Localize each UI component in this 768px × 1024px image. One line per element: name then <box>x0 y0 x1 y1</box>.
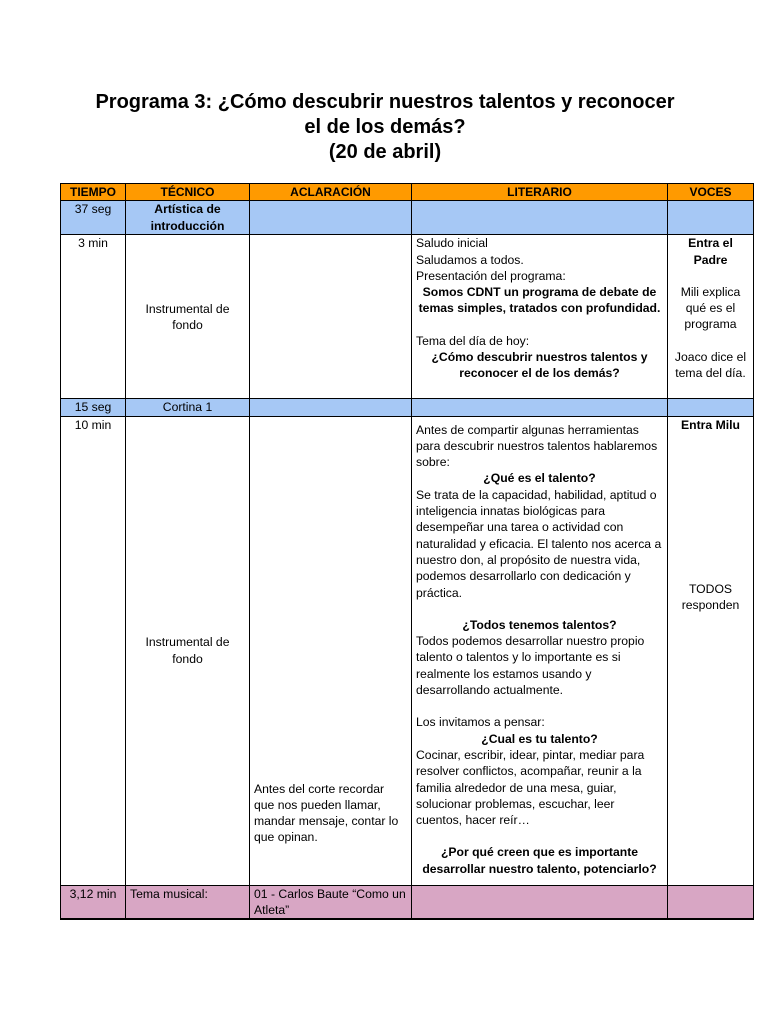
cell-aclaracion: 01 - Carlos Baute “Como un Atleta” <box>250 885 412 919</box>
lit-emphasis: Somos CDNT un programa de debate de temas simples, tratados con profundidad. <box>418 285 661 316</box>
cell-tecnico: Instrumental de fondo <box>126 416 250 885</box>
lit-paragraph: Se trata de la capacidad, habilidad, aptitud o inteligencia innatas biológicas para desempeñar una tarea o actividad con naturalidad y eficacia. El talento nos acerca a nuestro don, al propósito de nuestra vida, podemos desarrollarlo con dedicación y práctica. <box>416 487 662 600</box>
cell-tiempo: 37 seg <box>61 201 126 235</box>
cell-aclaracion <box>250 235 412 399</box>
cell-tecnico: Cortina 1 <box>126 399 250 416</box>
cell-voces <box>668 201 754 235</box>
cell-tiempo: 3 min <box>61 235 126 399</box>
lit-question: ¿Por qué creen que es importante desarrollar nuestro talento, potenciarlo? <box>422 845 657 876</box>
title-line-1: Programa 3: ¿Cómo descubrir nuestros talentos y reconocer <box>95 91 675 113</box>
cell-aclaracion: Antes del corte recordar que nos pueden llamar, mandar mensaje, contar lo que opinan. <box>250 416 412 885</box>
cell-tecnico: Tema musical: <box>126 885 250 919</box>
cell-literario <box>412 885 668 919</box>
title-line-3: (20 de abril) <box>328 141 442 163</box>
cell-aclaracion <box>250 201 412 235</box>
lit-paragraph: Antes de compartir algunas herramientas para descubrir nuestros talentos hablaremos sobre: <box>416 422 658 470</box>
cell-tiempo: 3,12 min <box>61 885 126 919</box>
cell-aclaracion <box>250 399 412 416</box>
cell-literario <box>412 399 668 416</box>
voces-line: Entra Milu <box>681 417 740 432</box>
cell-literario <box>412 235 668 399</box>
cell-tiempo: 10 min <box>61 416 126 885</box>
table-row <box>61 399 754 416</box>
lit-paragraph: Todos podemos desarrollar nuestro propio talento o talentos y lo importante es si realmente los estamos usando y desarrollando actualmente. <box>416 634 645 698</box>
header-tecnico: TÉCNICO <box>126 184 250 201</box>
cell-voces <box>668 416 754 885</box>
cell-tiempo: 15 seg <box>61 399 126 416</box>
voces-line: TODOS responden <box>681 581 740 613</box>
lit-question: ¿Cual es tu talento? <box>481 731 598 746</box>
table-row <box>61 416 754 885</box>
header-aclaracion: ACLARACIÓN <box>250 184 412 201</box>
program-script-table <box>60 183 754 920</box>
lit-question: ¿Todos tenemos talentos? <box>462 617 617 632</box>
cell-tecnico: Artística de introducción <box>126 201 250 235</box>
cell-tecnico: Instrumental de fondo <box>126 235 250 399</box>
title-line-2: el de los demás? <box>304 116 466 138</box>
voces-line: Entra el Padre <box>688 236 733 267</box>
document-title <box>60 90 710 165</box>
header-tiempo: TIEMPO <box>61 184 126 201</box>
lit-line: Tema del día de hoy: <box>416 333 530 348</box>
lit-paragraph: Los invitamos a pensar: <box>416 715 545 730</box>
cell-voces <box>668 885 754 919</box>
voces-line: Mili explica qué es el programa <box>680 284 741 332</box>
table-row <box>61 885 754 919</box>
cell-voces <box>668 399 754 416</box>
table-row <box>61 201 754 235</box>
lit-paragraph: Cocinar, escribir, idear, pintar, mediar para resolver conflictos, acompañar, reunir a la familia alrededor de una mesa, guiar, solucionar problemas, escuchar, leer cuentos, hacer reír… <box>416 747 645 828</box>
lit-line: Saludo inicial <box>416 236 488 251</box>
lit-line: Presentación del programa: <box>416 268 566 283</box>
lit-emphasis: ¿Cómo descubrir nuestros talentos y reconocer el de los demás? <box>431 350 648 381</box>
lit-line: Saludamos a todos. <box>416 252 524 267</box>
lit-question: ¿Qué es el talento? <box>483 471 596 486</box>
header-row <box>61 184 754 201</box>
table-row <box>61 235 754 399</box>
header-literario: LITERARIO <box>412 184 668 201</box>
cell-voces <box>668 235 754 399</box>
header-voces: VOCES <box>668 184 754 201</box>
cell-literario <box>412 416 668 885</box>
voces-line: Joaco dice el tema del día. <box>674 349 747 381</box>
cell-literario <box>412 201 668 235</box>
